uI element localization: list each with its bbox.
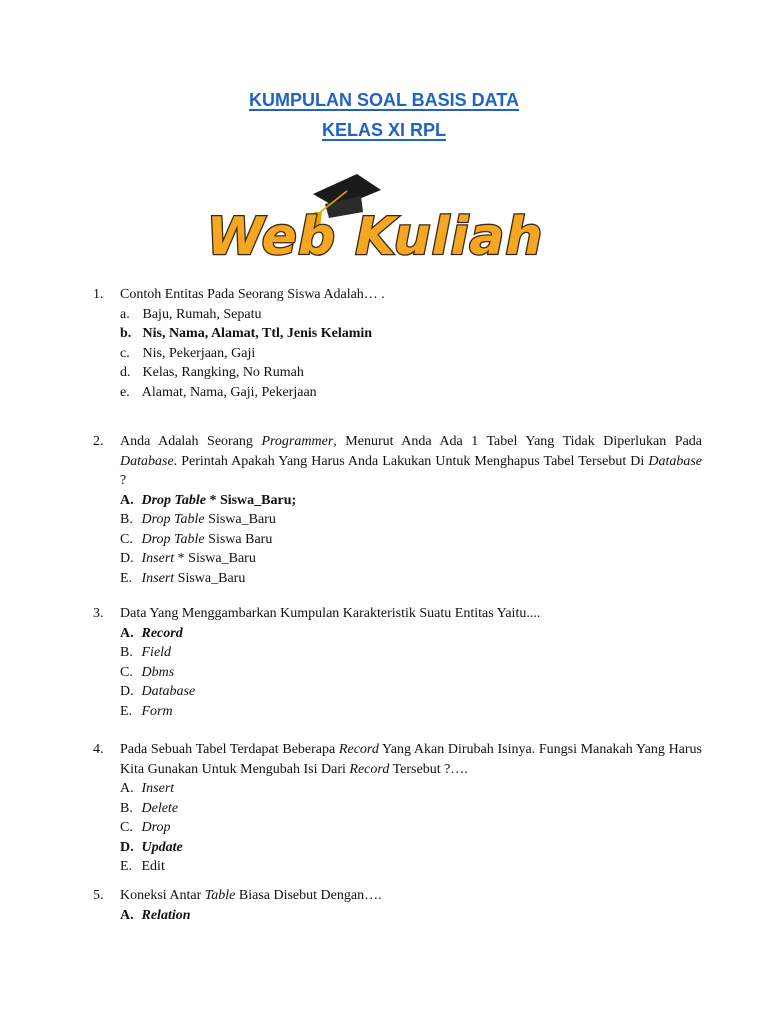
text-run: * Siswa_Baru	[174, 551, 256, 566]
question-stem	[120, 432, 702, 491]
option-d	[120, 549, 256, 569]
option-a	[120, 906, 191, 926]
text-run: Tersebut ?….	[389, 761, 468, 777]
option-c	[120, 344, 255, 364]
italic-term: Dbms	[141, 664, 175, 680]
italic-term: Programmer	[261, 434, 334, 449]
italic-term: Insert	[141, 551, 175, 566]
text-run: Edit	[141, 859, 165, 874]
italic-term: Record	[349, 761, 390, 777]
option-label: E.	[120, 570, 133, 586]
text-run: Contoh Entitas Pada Seorang Siswa Adalah… .	[120, 287, 385, 302]
option-a	[120, 779, 174, 799]
text-run: Biasa Disebut Dengan….	[235, 888, 382, 903]
italic-term: Delete	[141, 800, 179, 816]
text-run: * Siswa_Baru;	[205, 492, 297, 508]
option-a	[120, 305, 262, 325]
text-run: Nis, Nama, Alamat, Ttl, Jenis Kelamin	[142, 326, 373, 341]
web-kuliah-logo	[205, 166, 545, 266]
option-label: A.	[120, 907, 134, 923]
option-label: B.	[120, 512, 133, 527]
option-label: B.	[120, 800, 133, 816]
option-label: D.	[120, 839, 134, 855]
option-label: e.	[120, 384, 130, 400]
document-title: KUMPULAN SOAL BASIS DATA	[249, 90, 519, 110]
italic-term: Update	[141, 839, 183, 855]
option-e	[120, 569, 245, 589]
option-label: A.	[120, 625, 134, 641]
italic-term: Form	[141, 703, 173, 719]
option-e	[120, 857, 165, 877]
option-label: E.	[120, 859, 133, 874]
text-run: Pada Sebuah Tabel Terdapat Beberapa	[120, 742, 339, 757]
option-label: D.	[120, 551, 134, 566]
question-stem	[120, 285, 702, 305]
option-label: D.	[120, 684, 134, 699]
text-run: Siswa_Baru	[174, 570, 246, 586]
italic-term: Record	[141, 625, 183, 641]
option-a	[120, 491, 296, 511]
option-label: C.	[120, 820, 133, 835]
italic-term: Drop Table	[141, 512, 205, 527]
text-run: Siswa_Baru	[204, 512, 276, 527]
text-run: Yang Akan Dirubah Isinya. Fungsi Manakah Yang Harus Kita Gunakan Untuk Mengubah Isi Dari	[120, 742, 702, 777]
italic-term: Database	[648, 453, 702, 469]
italic-term: Record	[338, 742, 379, 757]
option-label: d.	[120, 365, 131, 380]
option-e	[120, 383, 317, 403]
option-label: b.	[120, 326, 132, 341]
italic-term: Drop Table	[141, 531, 205, 547]
text-run: Data Yang Menggambarkan Kumpulan Karakteristik Suatu Entitas Yaitu....	[120, 606, 541, 621]
question-number: 1.	[93, 287, 104, 302]
option-d	[120, 363, 304, 383]
text-run: Nis, Pekerjaan, Gaji	[142, 345, 256, 361]
option-c	[120, 530, 272, 550]
question-stem	[120, 886, 702, 906]
option-d	[120, 682, 195, 702]
text-run: Kelas, Rangking, No Rumah	[142, 365, 304, 380]
option-b	[120, 799, 178, 819]
question-number: 3.	[93, 606, 104, 621]
italic-term: Relation	[141, 907, 191, 923]
text-run: Siswa Baru	[204, 531, 273, 547]
logo-text: Web Kuliah	[206, 207, 544, 266]
text-run: Alamat, Nama, Gaji, Pekerjaan	[141, 384, 317, 400]
question-number: 2.	[93, 434, 104, 449]
italic-term: Drop	[141, 820, 171, 835]
option-label: E.	[120, 703, 133, 719]
option-c	[120, 818, 171, 838]
option-label: C.	[120, 531, 133, 547]
question-number: 4.	[93, 742, 104, 757]
text-run: . Perintah Apakah Yang Harus Anda Lakukan Untuk Menghapus Tabel Tersebut Di	[173, 453, 649, 469]
text-run: Koneksi Antar	[120, 888, 205, 903]
question-stem	[120, 604, 702, 624]
option-d	[120, 838, 183, 858]
italic-term: Database	[120, 453, 174, 469]
text-run: Baju, Rumah, Sepatu	[142, 306, 262, 322]
italic-term: Database	[141, 684, 196, 699]
text-run: , Menurut Anda Ada 1 Tabel Yang Tidak Diperlukan Pada	[333, 434, 702, 449]
question-number: 5.	[93, 888, 104, 903]
italic-term: Field	[141, 645, 172, 660]
text-run: ?	[120, 473, 127, 488]
option-label: A.	[120, 492, 134, 508]
italic-term: Insert	[141, 781, 175, 796]
text-run: Anda Adalah Seorang	[120, 434, 262, 449]
option-a	[120, 624, 183, 644]
option-b	[120, 510, 276, 530]
option-label: c.	[120, 345, 130, 361]
italic-term: Insert	[141, 570, 175, 586]
option-label: a.	[120, 306, 130, 322]
option-b	[120, 643, 171, 663]
option-e	[120, 702, 173, 722]
option-label: C.	[120, 664, 133, 680]
question-stem	[120, 740, 702, 779]
italic-term: Drop Table	[141, 492, 206, 508]
option-b	[120, 324, 372, 344]
option-label: A.	[120, 781, 134, 796]
italic-term: Table	[204, 888, 236, 903]
document-subtitle: KELAS XI RPL	[321, 120, 446, 140]
option-label: B.	[120, 645, 133, 660]
option-c	[120, 663, 174, 683]
